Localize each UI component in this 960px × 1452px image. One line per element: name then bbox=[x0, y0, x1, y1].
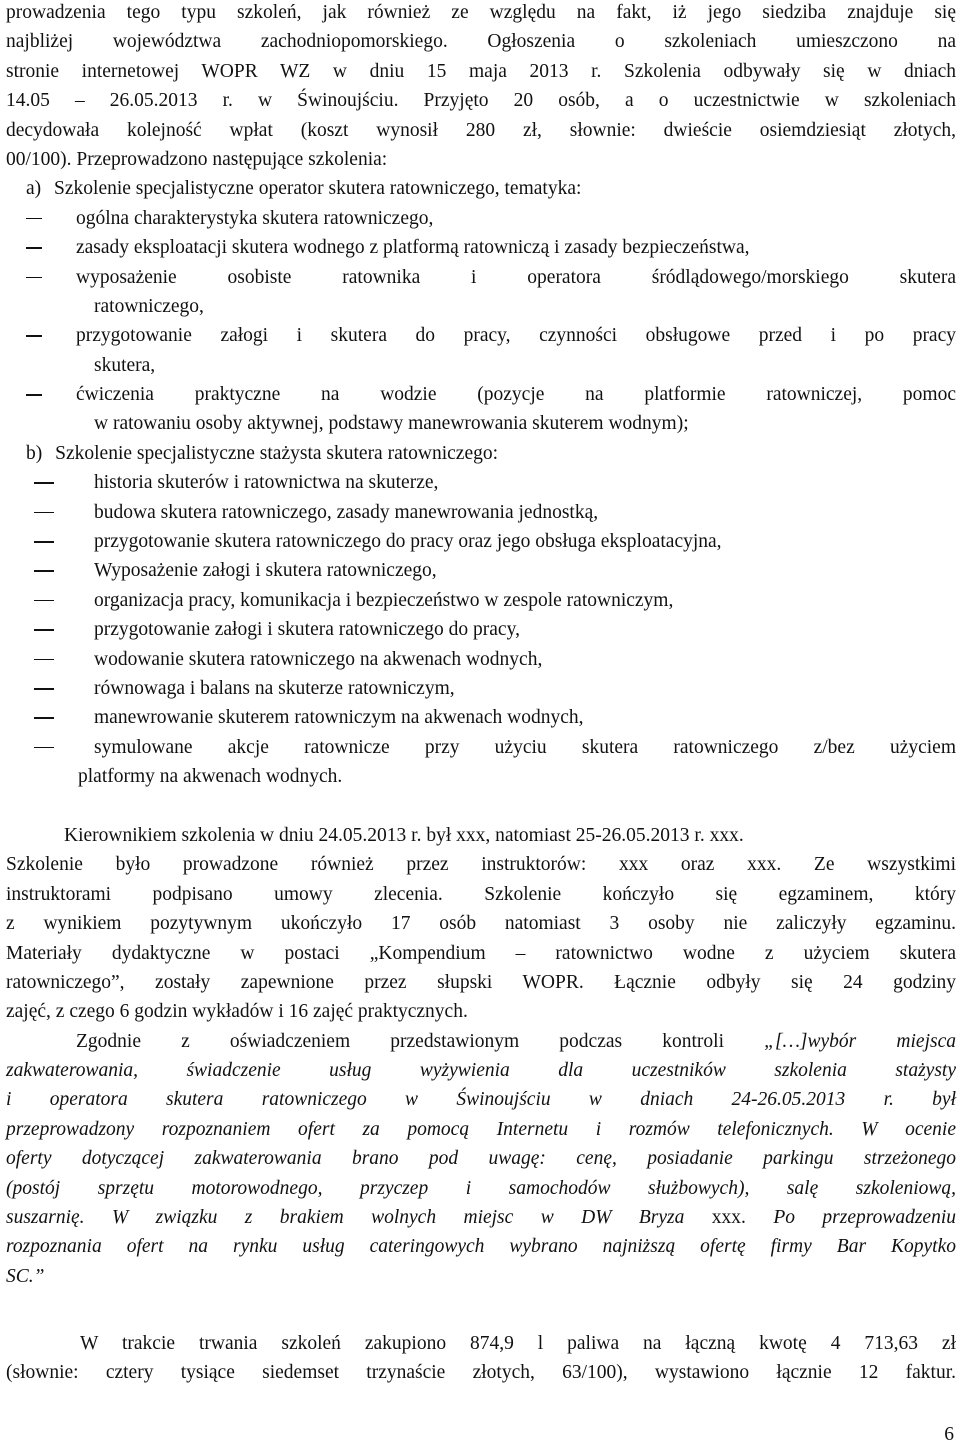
list-item: Wyposażenie załogi i skutera ratowniczego, bbox=[6, 556, 956, 585]
dash-bullet-icon bbox=[26, 277, 42, 279]
text-line: Szkolenie było prowadzone również przez instruktorów: xxx oraz xxx. Ze wszystkimi bbox=[6, 854, 956, 876]
section-b-label: b) bbox=[26, 442, 43, 464]
text-line: Materiały dydaktyczne w postaci „Kompendium – ratownictwo wodne z użyciem skutera bbox=[6, 942, 956, 964]
list-item: historia skuterów i ratownictwa na skuterze, bbox=[6, 468, 956, 497]
dash-bullet-icon bbox=[34, 659, 54, 661]
quote-line: rozpoznania ofert na rynku usług cateringowych wybrano najniższą ofertę firmy Bar Kopytko bbox=[6, 1236, 956, 1258]
dash-bullet-icon bbox=[34, 629, 54, 631]
list-item: zasady eksploatacji skutera wodnego z platformą ratowniczą i zasady bezpieczeństwa, bbox=[6, 233, 956, 262]
section-b-title bbox=[6, 439, 956, 468]
text-line: instruktorami podpisano umowy zlecenia. Szkolenie kończyło się egzaminem, który bbox=[6, 883, 956, 905]
dash-bullet-icon bbox=[26, 394, 42, 396]
quote-line: (postój sprzętu motorowodnego, przyczep i samochodów służbowych), salę szkoleniową, bbox=[6, 1177, 956, 1199]
list-item: przygotowanie załogi i skutera do pracy, czynności obsługowe przed i po pracy bbox=[6, 321, 956, 350]
list-item: symulowane akcje ratownicze przy użyciu skutera ratowniczego z/bez użyciem bbox=[6, 733, 956, 762]
quote-line: i operatora skutera ratowniczego w Świnoujściu w dniach 24-26.05.2013 r. był bbox=[6, 1089, 956, 1111]
list-item: budowa skutera ratowniczego, zasady manewrowania jednostką, bbox=[6, 498, 956, 527]
page-number: 6 bbox=[944, 1424, 954, 1445]
text-line: 14.05 – 26.05.2013 r. w Świnoujściu. Przyjęto 20 osób, a o uczestnictwie w szkoleniach bbox=[6, 90, 956, 112]
dash-bullet-icon bbox=[34, 570, 54, 572]
text-line: Kierownikiem szkolenia w dniu 24.05.2013 r. był xxx, natomiast 25-26.05.2013 r. xxx. bbox=[64, 824, 744, 846]
list-item: równowaga i balans na skuterze ratowniczym, bbox=[6, 674, 956, 703]
document-page bbox=[6, 0, 956, 1387]
dash-bullet-icon bbox=[26, 247, 42, 249]
list-item: organizacja pracy, komunikacja i bezpieczeństwo w zespole ratowniczym, bbox=[6, 586, 956, 615]
text-line: najbliżej województwa zachodniopomorskiego. Ogłoszenia o szkoleniach umieszczono na bbox=[6, 31, 956, 53]
list-item-continuation: skutera, bbox=[94, 354, 156, 376]
section-a-label: a) bbox=[26, 178, 42, 200]
list-item-continuation: w ratowaniu osoby aktywnej, podstawy manewrowania skuterem wodnym); bbox=[94, 413, 689, 435]
quote-line: SC.” bbox=[6, 1265, 45, 1287]
quote-line: suszarnię. W związku z brakiem wolnych miejsc w DW Bryza xxx. Po przeprowadzeniu bbox=[6, 1207, 957, 1229]
text-line: decydowała kolejność wpłat (koszt wynosił 280 zł, słownie: dwieście osiemdziesiąt złotych, bbox=[6, 119, 956, 141]
list-item: wodowanie skutera ratowniczego na akwenach wodnych, bbox=[6, 645, 956, 674]
text-line: zajęć, z czego 6 godzin wykładów i 16 zajęć praktycznych. bbox=[6, 1001, 468, 1023]
list-item: ogólna charakterystyka skutera ratowniczego, bbox=[6, 204, 956, 233]
list-item: manewrowanie skuterem ratowniczym na akwenach wodnych, bbox=[6, 703, 956, 732]
quote-line: zakwaterowania, świadczenie usług wyżywienia dla uczestników szkolenia stażysty bbox=[6, 1060, 956, 1082]
dash-bullet-icon bbox=[34, 512, 54, 514]
quote-line: przeprowadzony rozpoznaniem ofert za pomocą Internetu i rozmów telefonicznych. W ocenie bbox=[6, 1118, 956, 1140]
text-line: W trakcie trwania szkoleń zakupiono 874,9 l paliwa na łączną kwotę 4 713,63 zł bbox=[80, 1332, 956, 1354]
text-line: stronie internetowej WOPR WZ w dniu 15 maja 2013 r. Szkolenia odbywały się w dniach bbox=[6, 60, 956, 82]
list-item-continuation: ratowniczego, bbox=[94, 295, 204, 317]
section-a-title bbox=[6, 174, 956, 203]
text-line: prowadzenia tego typu szkoleń, jak również ze względu na fakt, iż jego siedziba znajduje się bbox=[6, 2, 956, 23]
dash-bullet-icon bbox=[26, 218, 42, 220]
dash-bullet-icon bbox=[34, 541, 54, 543]
list-item: wyposażenie osobiste ratownika i operatora śródlądowego/morskiego skutera bbox=[6, 263, 956, 292]
list-item: ćwiczenia praktyczne na wodzie (pozycje na platformie ratowniczej, pomoc bbox=[6, 380, 956, 409]
section-a-heading: Szkolenie specjalistyczne operator skutera ratowniczego, tematyka: bbox=[54, 178, 582, 200]
dash-bullet-icon bbox=[34, 747, 54, 749]
section-b-heading: Szkolenie specjalistyczne stażysta skutera ratowniczego: bbox=[55, 442, 499, 464]
text-line: (słownie: cztery tysiące siedemset trzynaście złotych, 63/100), wystawiono łącznie 12 faktur. bbox=[6, 1361, 956, 1383]
list-item: przygotowanie załogi i skutera ratowniczego do pracy, bbox=[6, 615, 956, 644]
quote-line: oferty dotyczącej zakwaterowania brano pod uwagę: cenę, posiadanie parkingu strzeżonego bbox=[6, 1148, 956, 1170]
dash-bullet-icon bbox=[26, 335, 42, 337]
dash-bullet-icon bbox=[34, 717, 54, 719]
list-item-continuation: platformy na akwenach wodnych. bbox=[78, 766, 343, 788]
list-item: przygotowanie skutera ratowniczego do pracy oraz jego obsługa eksploatacyjna, bbox=[6, 527, 956, 556]
text-line: 00/100). Przeprowadzono następujące szkolenia: bbox=[6, 148, 388, 170]
text-line: ratowniczego”, zostały zapewnione przez słupski WOPR. Łącznie odbyły się 24 godziny bbox=[6, 971, 956, 993]
text-line: z wynikiem pozytywnym ukończyło 17 osób natomiast 3 osoby nie zaliczyły egzaminu. bbox=[6, 913, 956, 935]
text-line: Zgodnie z oświadczeniem przedstawionym podczas kontroli „[…]wybór miejsca bbox=[76, 1030, 956, 1052]
dash-bullet-icon bbox=[34, 688, 54, 690]
dash-bullet-icon bbox=[34, 482, 54, 484]
dash-bullet-icon bbox=[34, 600, 54, 602]
